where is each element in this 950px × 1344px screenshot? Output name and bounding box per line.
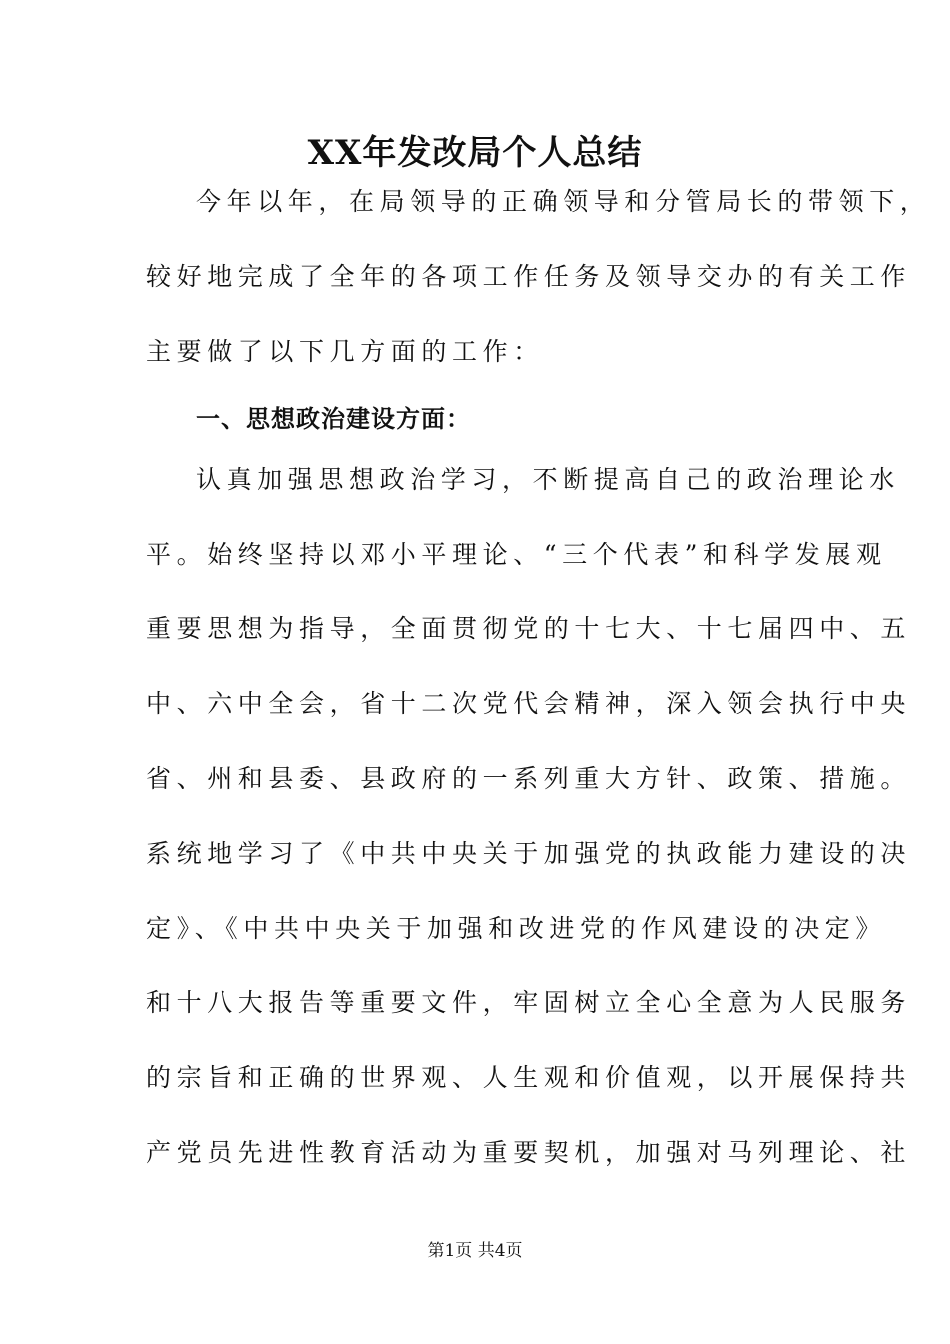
intro-line-2: 较好地完成了全年的各项工作任务及领导交办的有关工作 [146, 262, 912, 291]
body-line-1: 认真加强思想政治学习，不断提高自己的政治理论水 [196, 465, 900, 494]
section-heading: 一、思想政治建设方面： [196, 405, 471, 433]
body-line-5: 省、州和县委、县政府的一系列重大方针、政策、措施。 [146, 764, 912, 793]
body-line-9: 的宗旨和正确的世界观、人生观和价值观，以开展保持共 [146, 1063, 912, 1092]
body-line-6: 系统地学习了《中共中央关于加强党的执政能力建设的决 [146, 839, 912, 868]
body-line-2: 平。始终坚持以邓小平理论、“三个代表”和科学发展观 [146, 540, 887, 569]
intro-line-3: 主要做了以下几方面的工作： [146, 337, 544, 366]
body-line-3: 重要思想为指导，全面贯彻党的十七大、十七届四中、五 [146, 614, 912, 643]
body-line-8: 和十八大报告等重要文件，牢固树立全心全意为人民服务 [146, 988, 912, 1017]
page-footer: 第1页 共4页 [427, 1241, 523, 1261]
body-line-4: 中、六中全会，省十二次党代会精神，深入领会执行中央 [146, 689, 912, 718]
body-line-7: 定》、《中共中央关于加强和改进党的作风建设的决定》 [146, 914, 887, 943]
document-title: XX年发改局个人总结 [307, 133, 643, 173]
body-line-10: 产党员先进性教育活动为重要契机，加强对马列理论、社 [146, 1138, 912, 1167]
intro-line-1: 今年以年，在局领导的正确领导和分管局长的带领下， [196, 187, 931, 216]
